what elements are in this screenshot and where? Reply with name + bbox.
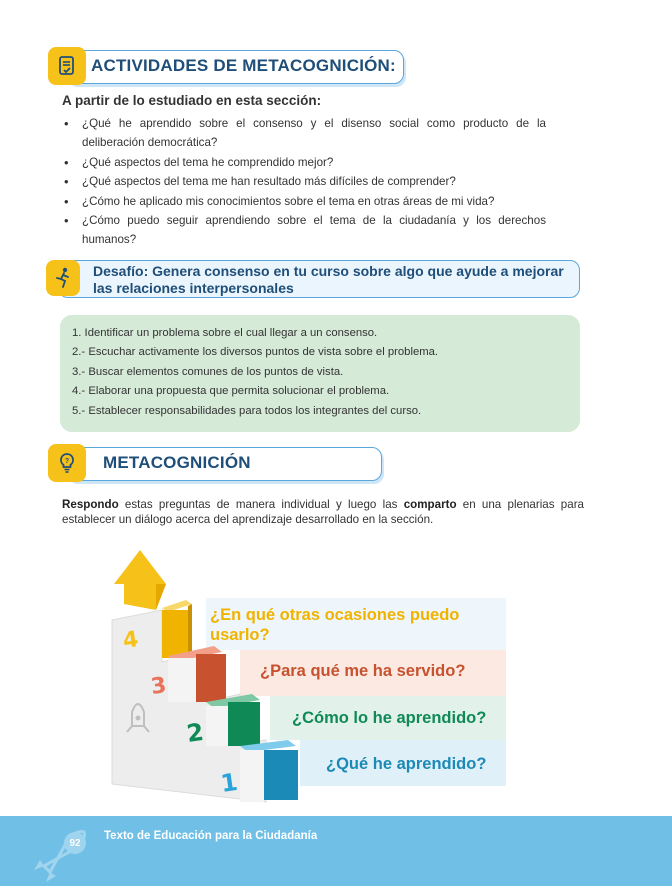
challenge-step: 1. Identificar un problema sobre el cual llegar a un consenso. xyxy=(72,327,378,339)
page-number: 92 xyxy=(64,832,86,854)
challenge-header xyxy=(58,260,580,298)
question-list xyxy=(62,114,546,250)
step-2-face xyxy=(228,702,260,746)
checklist-icon xyxy=(48,47,86,85)
step-3-face xyxy=(196,654,226,702)
step-1-face xyxy=(264,750,298,800)
list-item: • ¿Qué he aprendido sobre el consenso y el disenso social como producto de la deliberación democrática? xyxy=(62,114,546,153)
step-4-question-line1: ¿En qué otras ocasiones puedo xyxy=(210,606,460,624)
instructions-text-mid: estas preguntas de manera individual y luego las xyxy=(118,498,404,511)
footer-book-title: Texto de Educación para la Ciudadanía xyxy=(104,830,318,842)
runner-icon xyxy=(46,260,80,296)
lead-text: A partir de lo estudiado en esta sección: xyxy=(62,93,322,108)
list-item: • ¿Cómo puedo seguir aprendiendo sobre el tema de la ciudadanía y los derechos humanos? xyxy=(62,211,546,250)
step-number-2: 2 xyxy=(184,717,206,748)
step-4-face xyxy=(162,610,188,658)
step-3-question: ¿Para qué me ha servido? xyxy=(260,662,466,680)
arrow-up-icon xyxy=(114,550,166,610)
step-number-1: 1 xyxy=(218,767,240,798)
step-4-question-line2: usarlo? xyxy=(210,626,270,644)
section-header-metacognition xyxy=(66,447,382,481)
stairs-graphic xyxy=(110,544,510,806)
list-item: • ¿Qué aspectos del tema me han resultado más difíciles de comprender? xyxy=(62,172,546,191)
step-2-question: ¿Cómo lo he aprendido? xyxy=(292,709,487,727)
step-number-4: 4 xyxy=(121,627,140,654)
challenge-step: 2.- Escuchar activamente los diversos puntos de vista sobre el problema. xyxy=(72,346,439,359)
list-item: • ¿Qué aspectos del tema he comprendido mejor? xyxy=(62,153,546,172)
instructions-bold: Respondo xyxy=(62,498,119,511)
section-title: METACOGNICIÓN xyxy=(103,453,251,472)
step-number-3: 3 xyxy=(149,673,168,700)
challenge-steps-box xyxy=(60,315,580,432)
instructions-text-end: en una plenarias para establecer un diálogo acerca del aprendizaje desarrollado en la sección. xyxy=(62,498,584,526)
instructions-text xyxy=(62,497,584,527)
challenge-step: 4.- Elaborar una propuesta que permita solucionar el problema. xyxy=(72,385,390,398)
section-header-metacognition-activities xyxy=(66,50,404,84)
lightbulb-icon xyxy=(48,444,86,482)
challenge-step: 3.- Buscar elementos comunes de los puntos de vista. xyxy=(72,365,344,378)
section-title: ACTIVIDADES DE METACOGNICIÓN: xyxy=(91,56,396,75)
step-1-question: ¿Qué he aprendido? xyxy=(326,755,487,773)
instructions-bold: comparto xyxy=(403,498,457,511)
list-item: • ¿Cómo he aplicado mis conocimientos sobre el tema en otras áreas de mi vida? xyxy=(62,192,546,211)
challenge-step: 5.- Establecer responsabilidades para todos los integrantes del curso. xyxy=(72,404,422,417)
svg-text:?: ? xyxy=(64,458,70,465)
rocket-icon xyxy=(30,822,90,884)
page-footer xyxy=(0,816,672,886)
challenge-title: Desafío: Genera consenso en tu curso sobre algo que ayude a mejorar las relaciones interpersonales xyxy=(93,263,564,296)
